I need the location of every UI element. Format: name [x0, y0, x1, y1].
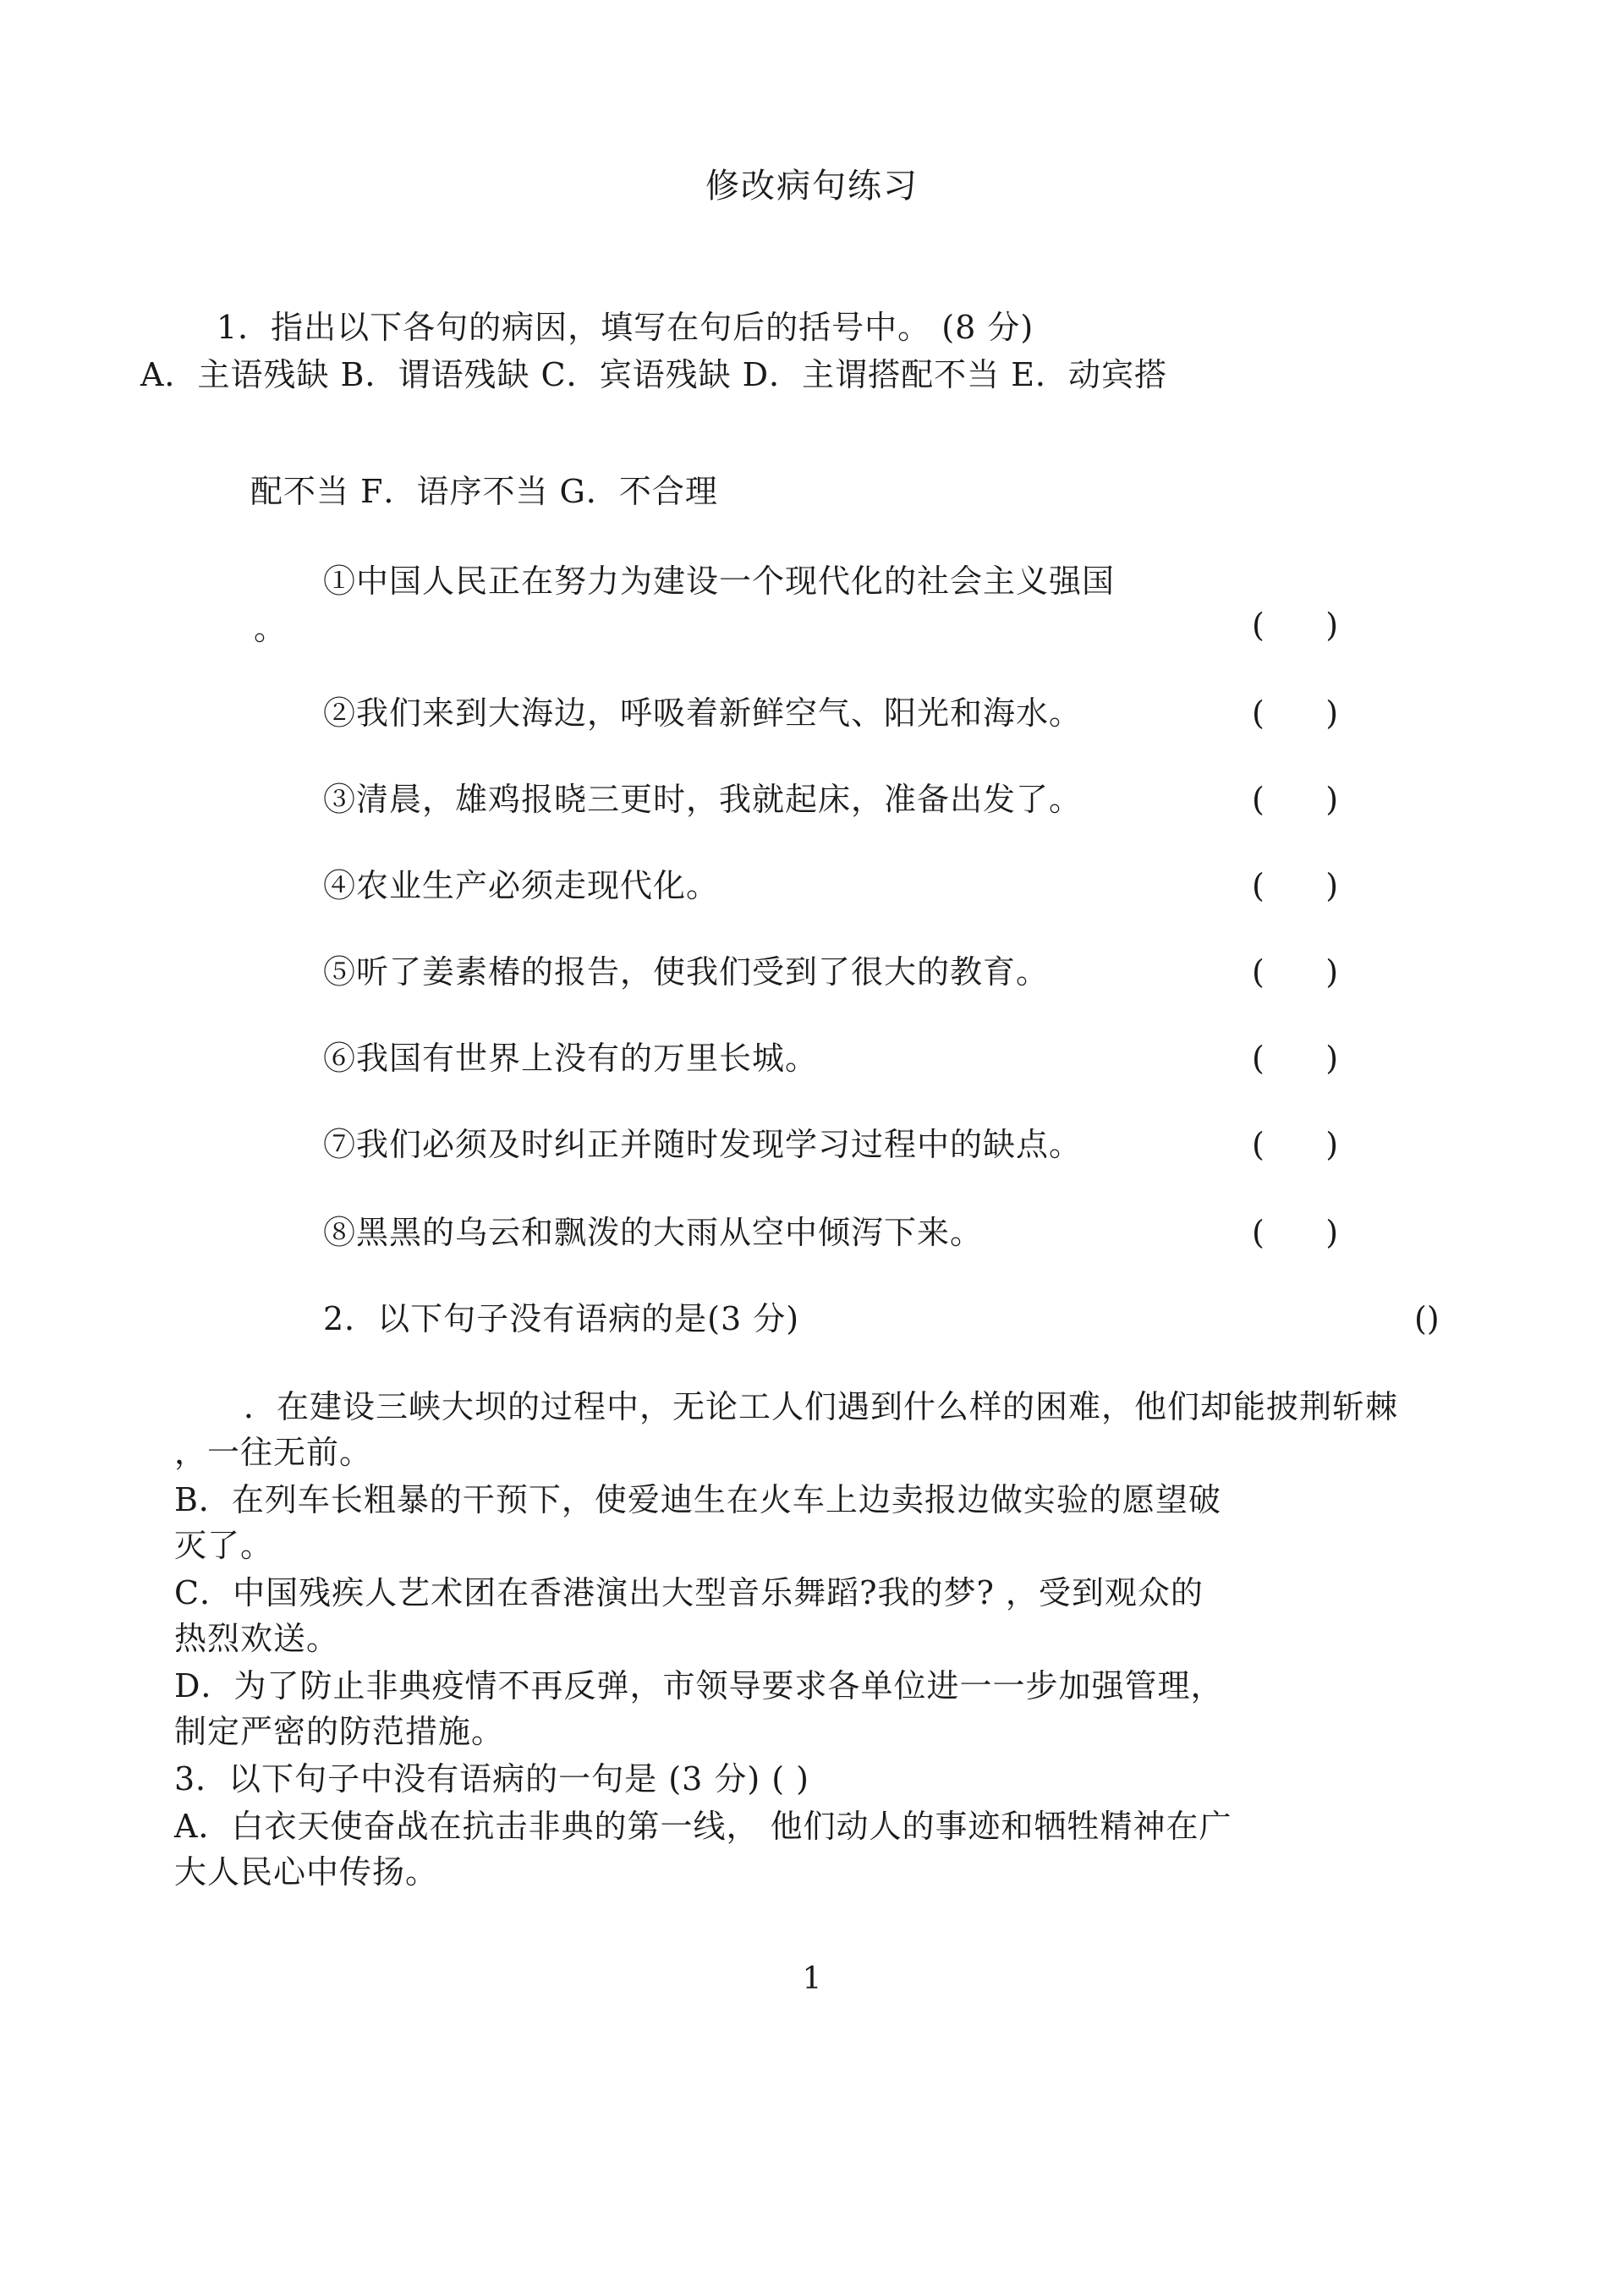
q3-option-a-line1: A．白衣天使奋战在抗击非典的第一线， 他们动人的事迹和牺牲精神在广 — [174, 1808, 1232, 1845]
q2-option-d-line1: D．为了防止非典疫情不再反弹，市领导要求各单位进一一步加强管理， — [174, 1667, 1224, 1704]
q2-answer-blank: () — [1414, 1300, 1440, 1337]
q1-item-5-answer-blank: ( ) — [1252, 953, 1339, 991]
q1-item-7: ⑦我们必须及时纠正并随时发现学习过程中的缺点。 — [323, 1126, 1083, 1163]
q2-stem: 2．以下句子没有语病的是(3 分) — [323, 1300, 800, 1337]
q1-item-3-answer-blank: ( ) — [1252, 781, 1339, 818]
q2-option-a-line1: ．在建设三峡大坝的过程中，无论工人们遇到什么样的困难，他们却能披荆斩棘 — [244, 1388, 1399, 1425]
q1-item-1-continuation: 。 — [254, 610, 288, 647]
q1-item-4-answer-blank: ( ) — [1252, 867, 1339, 904]
q1-item-3: ③清晨，雄鸡报晓三更时，我就起床，准备出发了。 — [323, 781, 1083, 818]
q2-option-b-line1: B．在列车长粗暴的干预下，使爱迪生在火车上边卖报边做实验的愿望破 — [174, 1481, 1221, 1518]
q1-item-4: ④农业生产必须走现代化。 — [323, 867, 720, 904]
q3-option-a-line2: 大人民心中传扬。 — [174, 1853, 439, 1891]
q1-item-1: ①中国人民正在努力为建设一个现代化的社会主义强国 — [323, 563, 1116, 600]
page-number: 1 — [802, 1962, 822, 1996]
document-title: 修改病句练习 — [705, 167, 919, 206]
q1-item-1-answer-blank: ( ) — [1252, 607, 1339, 644]
q2-option-b-line2: 灭了。 — [174, 1527, 274, 1564]
q1-item-7-answer-blank: ( ) — [1252, 1126, 1339, 1163]
q2-option-d-line2: 制定严密的防范措施。 — [174, 1713, 505, 1750]
q1-options-line1: A．主语残缺 B．谓语残缺 C．宾语残缺 D．主谓搭配不当 E．动宾搭 — [140, 356, 1167, 393]
q1-item-2-answer-blank: ( ) — [1252, 694, 1339, 732]
q1-stem: 1．指出以下各句的病因，填写在句后的括号中。 (8 分) — [217, 309, 1034, 346]
q2-option-c-line2: 热烈欢送。 — [174, 1620, 340, 1657]
q1-item-8-answer-blank: ( ) — [1252, 1214, 1339, 1251]
q1-item-6-answer-blank: ( ) — [1252, 1040, 1339, 1077]
q2-option-c-line1: C．中国残疾人艺术团在香港演出大型音乐舞蹈?我的梦? ，受到观众的 — [174, 1574, 1204, 1611]
q3-stem: 3．以下句子中没有语病的一句是 (3 分) ( ) — [174, 1760, 809, 1798]
q1-item-8: ⑧黑黑的乌云和飘泼的大雨从空中倾泻下来。 — [323, 1214, 984, 1251]
q1-item-2: ②我们来到大海边，呼吸着新鲜空气、阳光和海水。 — [323, 694, 1083, 732]
q1-options-line2: 配不当 F．语序不当 G．不合理 — [250, 473, 718, 510]
q2-option-a-line2: ，一往无前。 — [174, 1434, 373, 1471]
q1-item-6: ⑥我国有世界上没有的万里长城。 — [323, 1040, 819, 1077]
q1-item-5: ⑤听了姜素椿的报告，使我们受到了很大的教育。 — [323, 953, 1050, 991]
